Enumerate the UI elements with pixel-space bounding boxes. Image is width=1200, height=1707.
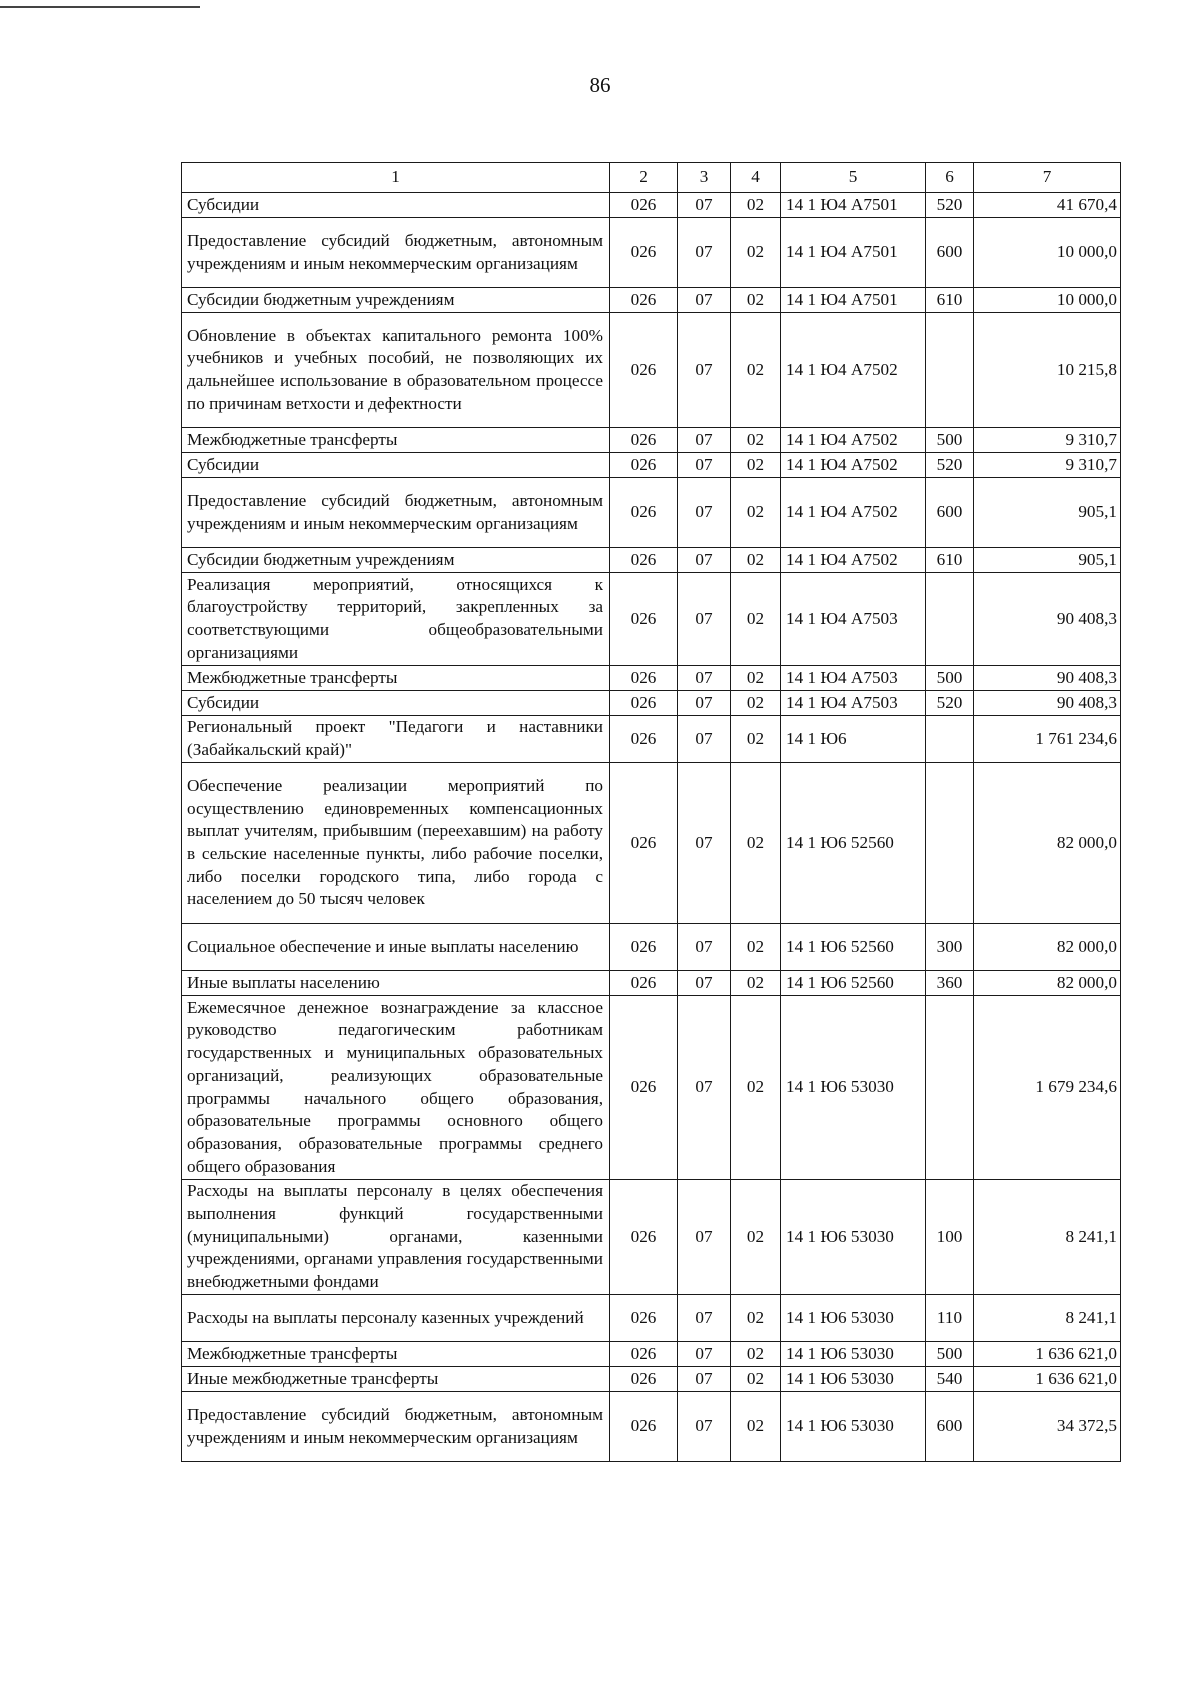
row-section-code: 07 bbox=[678, 313, 731, 428]
row-expense-type: 610 bbox=[926, 288, 974, 313]
row-expense-type: 600 bbox=[926, 218, 974, 288]
row-amount: 8 241,1 bbox=[974, 1295, 1121, 1342]
row-section-code: 07 bbox=[678, 691, 731, 716]
row-subsection-code: 02 bbox=[731, 1295, 781, 1342]
row-amount: 8 241,1 bbox=[974, 1180, 1121, 1295]
row-ministry-code: 026 bbox=[610, 1295, 678, 1342]
row-name: Субсидии bbox=[182, 453, 610, 478]
row-target-code: 14 1 Ю4 А7503 bbox=[781, 666, 926, 691]
row-ministry-code: 026 bbox=[610, 313, 678, 428]
row-amount: 82 000,0 bbox=[974, 924, 1121, 971]
table-row bbox=[182, 1295, 1121, 1342]
row-name: Предоставление субсидий бюджетным, автономным учреждениям и иным некоммерческим организациям bbox=[182, 1392, 610, 1462]
table-row bbox=[182, 691, 1121, 716]
row-section-code: 07 bbox=[678, 218, 731, 288]
row-name: Субсидии бюджетным учреждениям bbox=[182, 288, 610, 313]
row-name: Межбюджетные трансферты bbox=[182, 1342, 610, 1367]
row-expense-type: 520 bbox=[926, 691, 974, 716]
row-expense-type: 300 bbox=[926, 924, 974, 971]
row-name: Обновление в объектах капитального ремонта 100% учебников и учебных пособий, не позволяющих их дальнейшее использование в образовательном процессе по причинам ветхости и дефектности bbox=[182, 313, 610, 428]
row-name: Иные межбюджетные трансферты bbox=[182, 1367, 610, 1392]
header-cell: 7 bbox=[974, 163, 1121, 193]
row-target-code: 14 1 Ю6 bbox=[781, 716, 926, 763]
row-section-code: 07 bbox=[678, 1367, 731, 1392]
row-section-code: 07 bbox=[678, 1392, 731, 1462]
row-target-code: 14 1 Ю4 А7503 bbox=[781, 573, 926, 666]
row-name: Субсидии bbox=[182, 691, 610, 716]
table-row bbox=[182, 716, 1121, 763]
row-ministry-code: 026 bbox=[610, 288, 678, 313]
row-subsection-code: 02 bbox=[731, 573, 781, 666]
table-row bbox=[182, 313, 1121, 428]
row-name: Реализация мероприятий, относящихся к благоустройству территорий, закрепленных за соответствующими общеобразовательными организациями bbox=[182, 573, 610, 666]
header-cell: 1 bbox=[182, 163, 610, 193]
row-subsection-code: 02 bbox=[731, 666, 781, 691]
row-amount: 1 636 621,0 bbox=[974, 1342, 1121, 1367]
row-expense-type bbox=[926, 573, 974, 666]
row-section-code: 07 bbox=[678, 1342, 731, 1367]
table-row bbox=[182, 288, 1121, 313]
row-subsection-code: 02 bbox=[731, 428, 781, 453]
row-target-code: 14 1 Ю4 А7501 bbox=[781, 193, 926, 218]
row-section-code: 07 bbox=[678, 1295, 731, 1342]
row-amount: 90 408,3 bbox=[974, 691, 1121, 716]
row-target-code: 14 1 Ю6 53030 bbox=[781, 1180, 926, 1295]
row-section-code: 07 bbox=[678, 548, 731, 573]
row-target-code: 14 1 Ю6 53030 bbox=[781, 1295, 926, 1342]
row-amount: 90 408,3 bbox=[974, 573, 1121, 666]
row-name: Субсидии bbox=[182, 193, 610, 218]
header-cell: 3 bbox=[678, 163, 731, 193]
row-subsection-code: 02 bbox=[731, 1367, 781, 1392]
table-row bbox=[182, 1367, 1121, 1392]
row-amount: 82 000,0 bbox=[974, 763, 1121, 924]
row-ministry-code: 026 bbox=[610, 193, 678, 218]
row-section-code: 07 bbox=[678, 453, 731, 478]
row-expense-type: 500 bbox=[926, 1342, 974, 1367]
row-section-code: 07 bbox=[678, 288, 731, 313]
row-subsection-code: 02 bbox=[731, 1180, 781, 1295]
row-subsection-code: 02 bbox=[731, 716, 781, 763]
table-row bbox=[182, 924, 1121, 971]
table-row bbox=[182, 218, 1121, 288]
row-target-code: 14 1 Ю6 53030 bbox=[781, 1392, 926, 1462]
row-subsection-code: 02 bbox=[731, 193, 781, 218]
table-row bbox=[182, 1342, 1121, 1367]
row-section-code: 07 bbox=[678, 763, 731, 924]
row-expense-type bbox=[926, 996, 974, 1180]
row-section-code: 07 bbox=[678, 666, 731, 691]
row-name: Субсидии бюджетным учреждениям bbox=[182, 548, 610, 573]
row-name: Обеспечение реализации мероприятий по осуществлению единовременных компенсационных выплат учителям, прибывшим (переехавшим) на работу в сельские населенные пункты, либо рабочие поселки, либо поселки городского типа, либо города с населением до 50 тысяч человек bbox=[182, 763, 610, 924]
row-expense-type: 610 bbox=[926, 548, 974, 573]
row-ministry-code: 026 bbox=[610, 428, 678, 453]
row-expense-type: 600 bbox=[926, 478, 974, 548]
row-name: Предоставление субсидий бюджетным, автономным учреждениям и иным некоммерческим организациям bbox=[182, 478, 610, 548]
row-name: Межбюджетные трансферты bbox=[182, 666, 610, 691]
row-ministry-code: 026 bbox=[610, 1180, 678, 1295]
row-expense-type: 110 bbox=[926, 1295, 974, 1342]
row-target-code: 14 1 Ю6 53030 bbox=[781, 1342, 926, 1367]
row-ministry-code: 026 bbox=[610, 218, 678, 288]
row-amount: 10 000,0 bbox=[974, 288, 1121, 313]
row-ministry-code: 026 bbox=[610, 666, 678, 691]
table-row bbox=[182, 453, 1121, 478]
row-amount: 10 000,0 bbox=[974, 218, 1121, 288]
table-row bbox=[182, 478, 1121, 548]
row-target-code: 14 1 Ю4 А7503 bbox=[781, 691, 926, 716]
row-subsection-code: 02 bbox=[731, 218, 781, 288]
row-amount: 90 408,3 bbox=[974, 666, 1121, 691]
row-section-code: 07 bbox=[678, 193, 731, 218]
row-name: Расходы на выплаты персоналу казенных учреждений bbox=[182, 1295, 610, 1342]
row-subsection-code: 02 bbox=[731, 548, 781, 573]
row-subsection-code: 02 bbox=[731, 1392, 781, 1462]
row-section-code: 07 bbox=[678, 924, 731, 971]
row-ministry-code: 026 bbox=[610, 691, 678, 716]
row-subsection-code: 02 bbox=[731, 288, 781, 313]
row-expense-type: 520 bbox=[926, 193, 974, 218]
budget-table bbox=[181, 162, 1121, 1462]
row-amount: 34 372,5 bbox=[974, 1392, 1121, 1462]
row-expense-type: 500 bbox=[926, 428, 974, 453]
row-amount: 9 310,7 bbox=[974, 428, 1121, 453]
row-section-code: 07 bbox=[678, 573, 731, 666]
row-subsection-code: 02 bbox=[731, 996, 781, 1180]
row-amount: 9 310,7 bbox=[974, 453, 1121, 478]
table-header-row bbox=[182, 163, 1121, 193]
row-target-code: 14 1 Ю4 А7502 bbox=[781, 313, 926, 428]
row-target-code: 14 1 Ю4 А7502 bbox=[781, 453, 926, 478]
row-ministry-code: 026 bbox=[610, 573, 678, 666]
row-ministry-code: 026 bbox=[610, 1392, 678, 1462]
row-amount: 10 215,8 bbox=[974, 313, 1121, 428]
header-cell: 5 bbox=[781, 163, 926, 193]
row-ministry-code: 026 bbox=[610, 478, 678, 548]
table-row bbox=[182, 763, 1121, 924]
header-cell: 6 bbox=[926, 163, 974, 193]
page-number: 86 bbox=[589, 73, 611, 97]
row-target-code: 14 1 Ю4 А7502 bbox=[781, 478, 926, 548]
row-target-code: 14 1 Ю6 52560 bbox=[781, 971, 926, 996]
table-row bbox=[182, 971, 1121, 996]
row-name: Социальное обеспечение и иные выплаты населению bbox=[182, 924, 610, 971]
header-cell: 2 bbox=[610, 163, 678, 193]
scan-edge-line bbox=[0, 6, 200, 8]
row-amount: 41 670,4 bbox=[974, 193, 1121, 218]
row-subsection-code: 02 bbox=[731, 924, 781, 971]
header-cell: 4 bbox=[731, 163, 781, 193]
row-expense-type: 360 bbox=[926, 971, 974, 996]
row-ministry-code: 026 bbox=[610, 1367, 678, 1392]
table-row bbox=[182, 573, 1121, 666]
row-name: Предоставление субсидий бюджетным, автономным учреждениям и иным некоммерческим организациям bbox=[182, 218, 610, 288]
row-expense-type bbox=[926, 313, 974, 428]
table-row bbox=[182, 1180, 1121, 1295]
row-subsection-code: 02 bbox=[731, 1342, 781, 1367]
row-name: Иные выплаты населению bbox=[182, 971, 610, 996]
table-row bbox=[182, 1392, 1121, 1462]
table-row bbox=[182, 548, 1121, 573]
row-ministry-code: 026 bbox=[610, 548, 678, 573]
row-ministry-code: 026 bbox=[610, 1342, 678, 1367]
row-ministry-code: 026 bbox=[610, 996, 678, 1180]
row-amount: 905,1 bbox=[974, 548, 1121, 573]
row-target-code: 14 1 Ю6 52560 bbox=[781, 763, 926, 924]
row-ministry-code: 026 bbox=[610, 924, 678, 971]
row-ministry-code: 026 bbox=[610, 971, 678, 996]
row-target-code: 14 1 Ю4 А7502 bbox=[781, 428, 926, 453]
row-subsection-code: 02 bbox=[731, 691, 781, 716]
row-ministry-code: 026 bbox=[610, 763, 678, 924]
row-expense-type: 540 bbox=[926, 1367, 974, 1392]
row-section-code: 07 bbox=[678, 428, 731, 453]
row-amount: 1 636 621,0 bbox=[974, 1367, 1121, 1392]
row-amount: 905,1 bbox=[974, 478, 1121, 548]
row-expense-type bbox=[926, 716, 974, 763]
row-target-code: 14 1 Ю4 А7501 bbox=[781, 288, 926, 313]
row-subsection-code: 02 bbox=[731, 313, 781, 428]
row-name: Расходы на выплаты персоналу в целях обеспечения выполнения функций государственными (муниципальными) органами, казенными учреждениями, органами управления государственными внебюджетными фондами bbox=[182, 1180, 610, 1295]
row-target-code: 14 1 Ю4 А7502 bbox=[781, 548, 926, 573]
row-section-code: 07 bbox=[678, 478, 731, 548]
row-name: Межбюджетные трансферты bbox=[182, 428, 610, 453]
row-subsection-code: 02 bbox=[731, 763, 781, 924]
row-expense-type: 100 bbox=[926, 1180, 974, 1295]
row-ministry-code: 026 bbox=[610, 453, 678, 478]
row-target-code: 14 1 Ю6 53030 bbox=[781, 1367, 926, 1392]
row-expense-type: 600 bbox=[926, 1392, 974, 1462]
row-amount: 1 761 234,6 bbox=[974, 716, 1121, 763]
table-row bbox=[182, 666, 1121, 691]
row-section-code: 07 bbox=[678, 971, 731, 996]
row-section-code: 07 bbox=[678, 996, 731, 1180]
row-name: Региональный проект "Педагоги и наставники (Забайкальский край)" bbox=[182, 716, 610, 763]
row-amount: 1 679 234,6 bbox=[974, 996, 1121, 1180]
table-row bbox=[182, 428, 1121, 453]
row-target-code: 14 1 Ю6 52560 bbox=[781, 924, 926, 971]
row-expense-type: 520 bbox=[926, 453, 974, 478]
row-expense-type: 500 bbox=[926, 666, 974, 691]
row-expense-type bbox=[926, 763, 974, 924]
row-target-code: 14 1 Ю6 53030 bbox=[781, 996, 926, 1180]
row-subsection-code: 02 bbox=[731, 453, 781, 478]
row-section-code: 07 bbox=[678, 716, 731, 763]
row-target-code: 14 1 Ю4 А7501 bbox=[781, 218, 926, 288]
row-amount: 82 000,0 bbox=[974, 971, 1121, 996]
row-subsection-code: 02 bbox=[731, 478, 781, 548]
row-name: Ежемесячное денежное вознаграждение за классное руководство педагогическим работникам государственных и муниципальных образовательных организаций, реализующих образовательные программы начального общего образования, образовательные программы основного общего образования, образовательные программы среднего общего образования bbox=[182, 996, 610, 1180]
table-row bbox=[182, 996, 1121, 1180]
row-section-code: 07 bbox=[678, 1180, 731, 1295]
table-row bbox=[182, 193, 1121, 218]
row-ministry-code: 026 bbox=[610, 716, 678, 763]
row-subsection-code: 02 bbox=[731, 971, 781, 996]
